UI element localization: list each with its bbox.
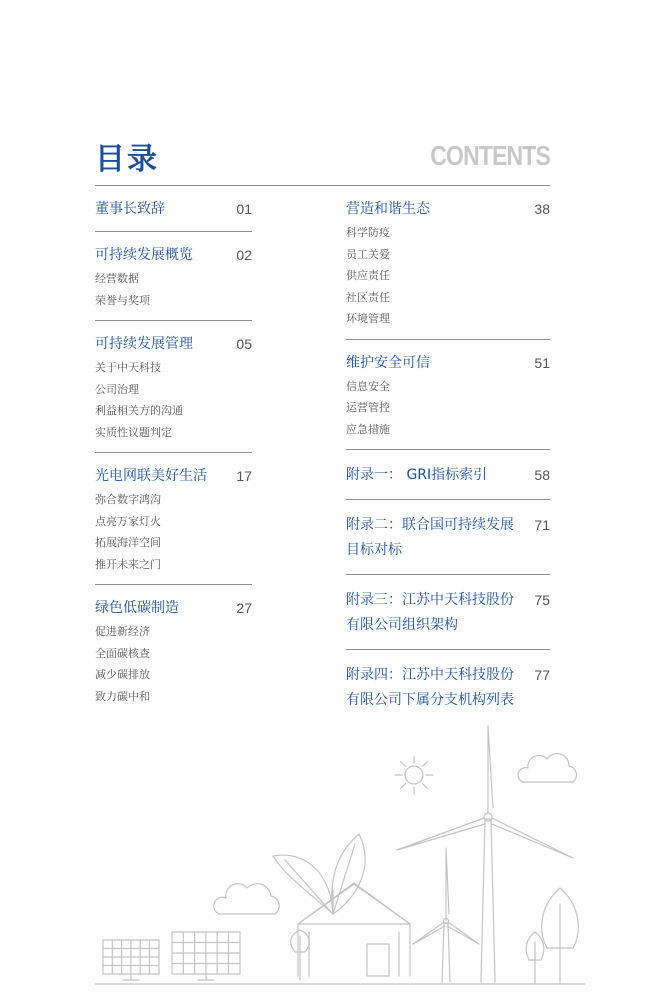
toc-subitem[interactable]: 公司治理: [95, 382, 139, 396]
toc-subitem[interactable]: 利益相关方的沟通: [95, 404, 183, 417]
toc-section[interactable]: [95, 232, 252, 321]
toc-section-page: 01: [236, 201, 252, 217]
toc-section[interactable]: [346, 450, 550, 500]
toc-subitem[interactable]: 促进新经济: [95, 625, 150, 638]
toc-section-head: [95, 332, 252, 357]
toc-section-page: 77: [534, 667, 550, 683]
toc-subitem[interactable]: 环境管理: [346, 312, 390, 325]
toc-subitem[interactable]: 实质性议题判定: [95, 425, 172, 439]
toc-subitem[interactable]: 信息安全: [346, 379, 390, 393]
cloud-icon: [518, 754, 576, 782]
toc-subitem[interactable]: 供应责任: [346, 269, 390, 282]
toc-section-head: [95, 197, 252, 222]
toc-subitem[interactable]: 运营管控: [346, 401, 390, 414]
toc-section[interactable]: [346, 500, 550, 575]
toc-subitem[interactable]: 科学防疫: [346, 226, 390, 239]
toc-right-column: [346, 186, 550, 724]
cloud-icon: [214, 884, 279, 914]
house-icon: [298, 883, 410, 976]
toc-section-head: [346, 197, 550, 222]
toc-section-page: 02: [236, 247, 252, 263]
toc-section-page: 51: [534, 354, 550, 371]
toc-subitem[interactable]: 荣誉与奖项: [95, 293, 150, 307]
toc-section[interactable]: [346, 340, 550, 451]
toc-section-title[interactable]: 附录四：江苏中天科技股份有限公司下属分支机构列表: [346, 667, 514, 708]
tree-icon: [526, 932, 544, 984]
toc-section-page: 17: [236, 468, 252, 484]
toc-section[interactable]: [95, 186, 252, 232]
toc-subitem[interactable]: 关于中天科技: [95, 361, 161, 374]
toc-subitem[interactable]: 社区责任: [346, 290, 390, 304]
toc-section-head: [95, 464, 252, 489]
toc-section-title[interactable]: 附录二：联合国可持续发展目标对标: [346, 517, 514, 558]
toc-section-page: 71: [534, 517, 550, 533]
page-subtitle: CONTENTS: [430, 140, 550, 171]
toc-section[interactable]: [346, 186, 550, 340]
toc-section[interactable]: [95, 453, 252, 585]
toc-section-head: [95, 243, 252, 268]
toc-section-page: 38: [534, 201, 550, 217]
toc-section-title[interactable]: 营造和谐生态: [346, 201, 430, 217]
toc-section[interactable]: [95, 321, 252, 453]
toc-section-title[interactable]: 董事长致辞: [95, 201, 165, 217]
toc-left-column: [95, 186, 252, 716]
sun-icon: [395, 756, 433, 794]
toc-subitem[interactable]: 弥合数字鸿沟: [95, 493, 161, 506]
leaf-icon: [273, 834, 365, 914]
toc-section-title[interactable]: 绿色低碳制造: [95, 600, 179, 616]
toc-subitem[interactable]: 全面碳核查: [95, 646, 150, 660]
page-title: 目录: [95, 142, 159, 177]
toc-section-page: 05: [236, 336, 252, 352]
toc-subitem[interactable]: 点亮万家灯火: [95, 514, 161, 528]
toc-section[interactable]: [346, 650, 550, 724]
toc-section[interactable]: [346, 575, 550, 650]
toc-section-title[interactable]: 附录一： GRI指标索引: [346, 467, 488, 483]
toc-section-page: 58: [534, 467, 550, 483]
toc-section-title[interactable]: 维护安全可信: [346, 354, 430, 371]
toc-section-title[interactable]: 可持续发展概览: [95, 247, 193, 263]
toc-subitem[interactable]: 减少碳排放: [95, 668, 150, 681]
toc-subitem[interactable]: 致力碳中和: [95, 689, 150, 703]
toc-section-title[interactable]: 附录三：江苏中天科技股份有限公司组织架构: [346, 592, 514, 633]
toc-subitem[interactable]: 拓展海洋空间: [95, 536, 161, 549]
toc-section-head: [346, 588, 550, 638]
toc-section-head: [346, 513, 550, 563]
wind-turbine-icon: [397, 726, 573, 982]
green-energy-illustration: [95, 718, 585, 992]
toc-subitem[interactable]: 应急措施: [346, 422, 390, 436]
toc-section-head: [346, 351, 550, 376]
toc-section[interactable]: [95, 585, 252, 716]
toc-section-page: 75: [534, 592, 550, 608]
tree-icon: [291, 930, 310, 980]
toc-section-head: [346, 663, 550, 713]
toc-subitem[interactable]: 推开未来之门: [95, 557, 161, 571]
solar-panel-icon: [172, 932, 240, 980]
tree-icon: [542, 888, 579, 984]
toc-section-title[interactable]: 可持续发展管理: [95, 336, 193, 352]
toc-section-head: [95, 596, 252, 621]
toc-section-title[interactable]: 光电网联美好生活: [95, 468, 207, 484]
wind-turbine-icon: [413, 848, 479, 982]
toc-subitem[interactable]: 经营数据: [95, 272, 139, 285]
solar-panel-icon: [103, 940, 159, 980]
toc-section-head: [346, 463, 550, 488]
toc-subitem[interactable]: 员工关爱: [346, 247, 390, 261]
toc-section-page: 27: [236, 600, 252, 616]
